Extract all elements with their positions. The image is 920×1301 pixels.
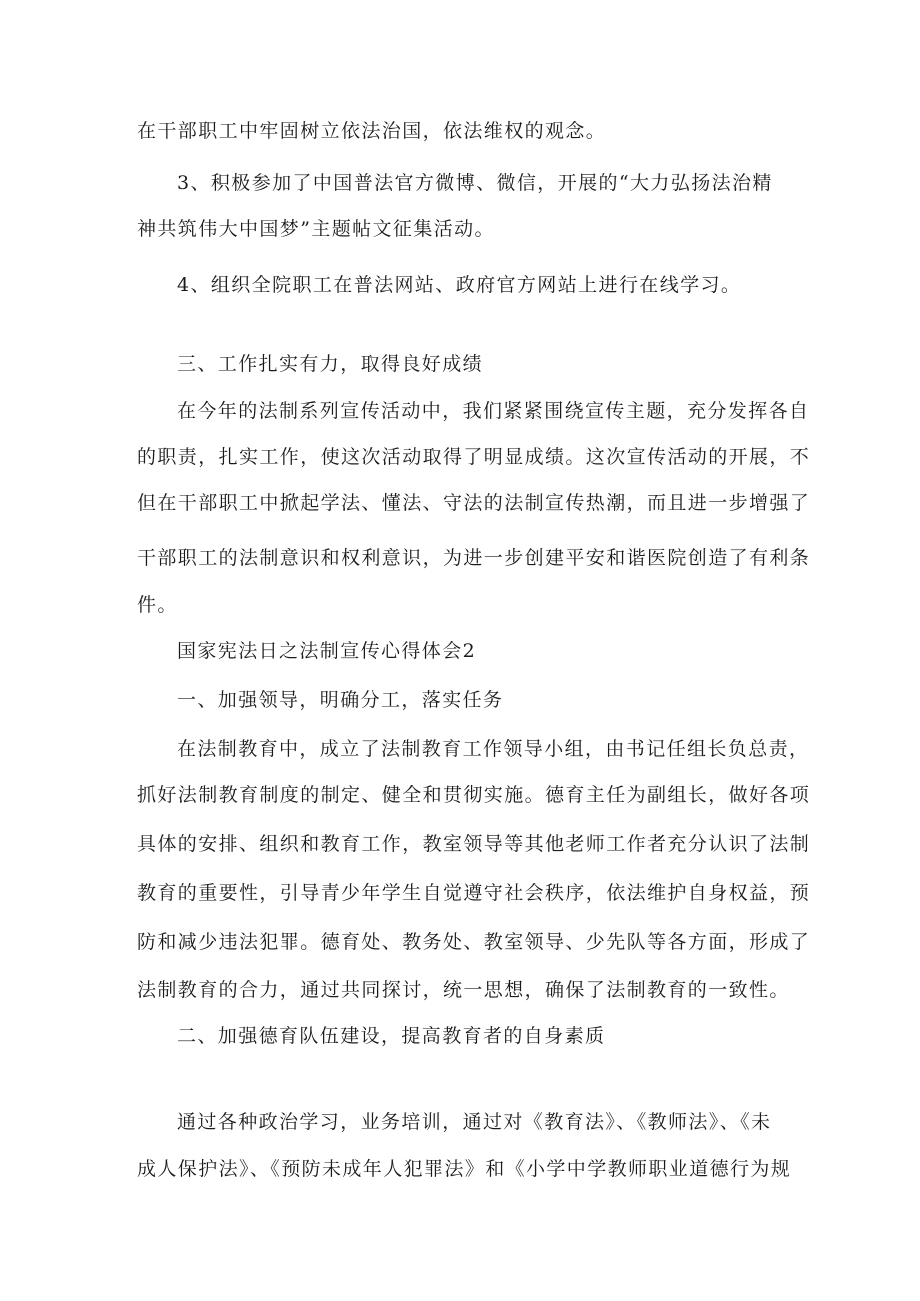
text-line: 通过各种政治学习，业务培训，通过对《教育法》、《教师法》、《未: [177, 1111, 772, 1133]
text-line: 法制教育的合力，通过共同探讨，统一思想，确保了法制教育的一致性。: [137, 979, 790, 1001]
text-line: 具体的安排、组织和教育工作，教室领导等其他老师工作者充分认识了法制: [137, 833, 811, 855]
text-line: 在干部职工中牢固树立依法治国，依法维权的观念。: [137, 120, 607, 142]
text-line: 干部职工的法制意识和权利意识，为进一步创建平安和谐医院创造了有利条: [137, 547, 811, 569]
text-line: 教育的重要性，引导青少年学生自觉遵守社会秩序，依法维护自身权益，预: [137, 882, 811, 904]
text-line: 件。: [137, 594, 178, 616]
text-line: 神共筑伟大中国梦”主题帖文征集活动。: [137, 218, 495, 240]
text-line: 抓好法制教育制度的制定、健全和贯彻实施。德育主任为副组长，做好各项: [137, 784, 811, 806]
article-title: 国家宪法日之法制宣传心得体会2: [177, 640, 477, 662]
list-item-3: 3、积极参加了中国普法官方微博、微信，开展的“大力弘扬法治精: [177, 172, 773, 194]
text-line: 在法制教育中，成立了法制教育工作领导小组，由书记任组长负总责，: [177, 738, 810, 760]
text-line: 在今年的法制系列宣传活动中，我们紧紧围绕宣传主题，充分发挥各自: [177, 400, 810, 422]
text-line: 防和减少违法犯罪。德育处、教务处、教室领导、少先队等各方面，形成了: [137, 931, 811, 953]
section-heading: 二、加强德育队伍建设，提高教育者的自身素质: [177, 1025, 606, 1047]
text-line: 但在干部职工中掀起学法、懂法、守法的法制宣传热潮，而且进一步增强了: [137, 492, 811, 514]
section-heading: 一、加强领导，明确分工，落实任务: [177, 689, 504, 711]
section-heading: 三、工作扎实有力，取得良好成绩: [177, 353, 484, 375]
list-item-4: 4、组织全院职工在普法网站、政府官方网站上进行在线学习。: [177, 274, 742, 296]
text-line: 的职责，扎实工作，使这次活动取得了明显成绩。这次宣传活动的开展，不: [137, 446, 811, 468]
text-line: 成人保护法》、《预防未成年人犯罪法》和《小学中学教师职业道德行为规: [137, 1158, 792, 1180]
